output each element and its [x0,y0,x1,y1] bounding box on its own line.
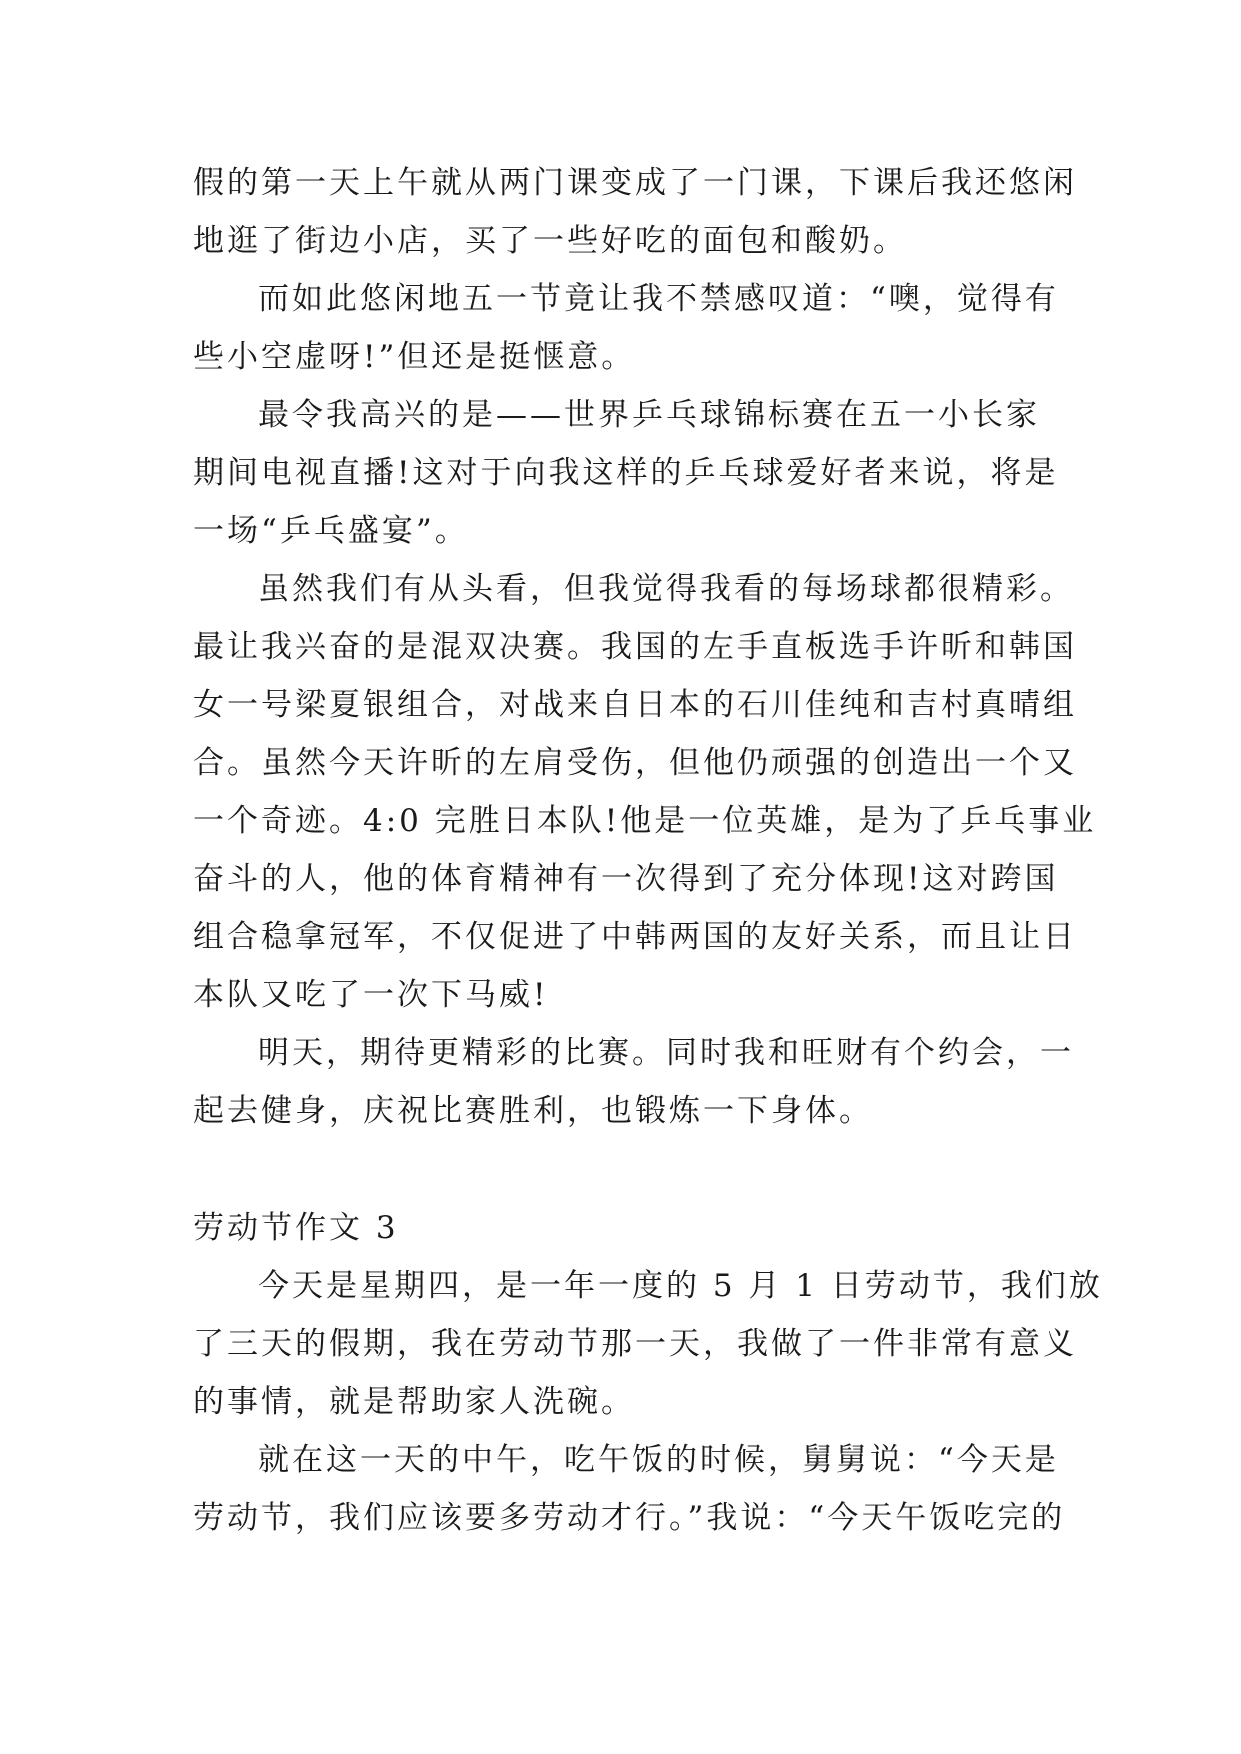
text-line: 一个奇迹。4:0 完胜日本队!他是一位英雄，是为了乒乓事业 [193,803,1097,839]
paragraph-start-line: 最令我高兴的是——世界乒乓球锦标赛在五一小长家 [258,397,1040,433]
text-line: 女一号梁夏银组合，对战来自日本的石川佳纯和吉村真晴组 [193,687,1077,723]
paragraph-start-line: 就在这一天的中午，吃午饭的时候，舅舅说：“今天是 [258,1442,1059,1478]
text-line: 些小空虚呀!”但还是挺惬意。 [193,339,636,375]
text-line: 奋斗的人，他的体育精神有一次得到了充分体现!这对跨国 [193,861,1059,897]
text-line: 劳动节，我们应该要多劳动才行。”我说：“今天午饭吃完的 [193,1500,1066,1536]
paragraph-start-line: 今天是星期四，是一年一度的 5 月 1 日劳动节，我们放 [258,1268,1103,1304]
text-line: 合。虽然今天许昕的左肩受伤，但他仍顽强的创造出一个又 [193,745,1077,781]
section-heading: 劳动节作文 3 [193,1210,399,1246]
text-line: 期间电视直播!这对于向我这样的乒乓球爱好者来说，将是 [193,455,1059,491]
text-line: 地逛了街边小店，买了一些好吃的面包和酸奶。 [193,223,907,259]
text-line: 起去健身，庆祝比赛胜利，也锻炼一下身体。 [193,1093,873,1129]
text-line: 了三天的假期，我在劳动节那一天，我做了一件非常有意义 [193,1326,1077,1362]
text-line: 的事情，就是帮助家人洗碗。 [193,1384,635,1420]
text-line: 组合稳拿冠军，不仅促进了中韩两国的友好关系，而且让日 [193,919,1077,955]
paragraph-start-line: 明天，期待更精彩的比赛。同时我和旺财有个约会，一 [258,1035,1074,1071]
paragraph-start-line: 而如此悠闲地五一节竟让我不禁感叹道：“噢，觉得有 [258,281,1059,317]
text-line: 最让我兴奋的是混双决赛。我国的左手直板选手许昕和韩国 [193,629,1077,665]
text-line: 本队又吃了一次下马威! [193,977,549,1013]
text-line: 假的第一天上午就从两门课变成了一门课，下课后我还悠闲 [193,165,1077,201]
paragraph-start-line: 虽然我们有从头看，但我觉得我看的每场球都很精彩。 [258,571,1074,607]
text-line: 一场“乒乓盛宴”。 [193,513,469,549]
